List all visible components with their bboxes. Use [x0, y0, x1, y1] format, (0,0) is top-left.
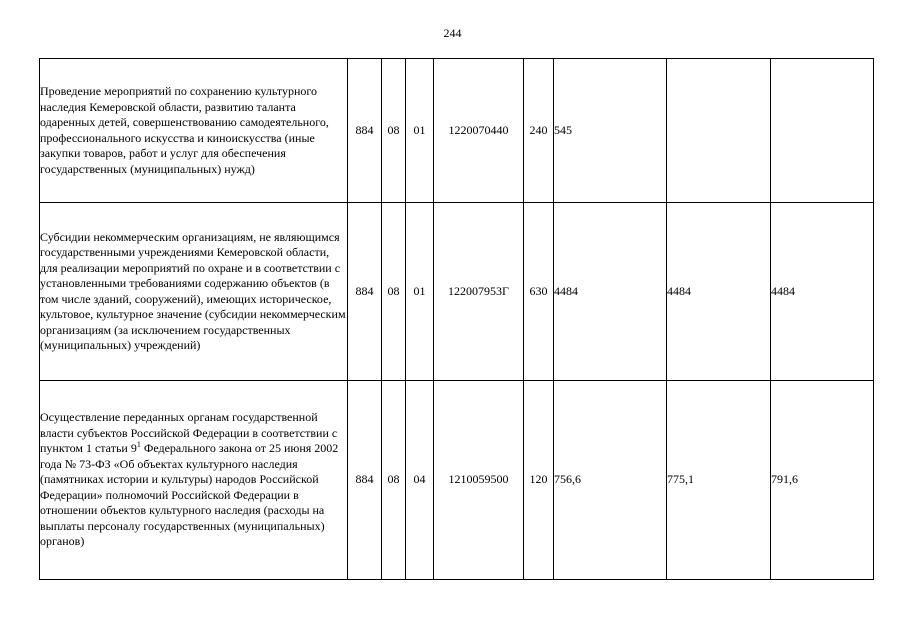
subsection-code: 01: [406, 203, 434, 381]
amount-year-3: 791,6: [771, 381, 874, 580]
row-description: Проведение мероприятий по сохранению культурного наследия Кемеровской области, развитию таланта одаренных детей, совершенствованию самодеятельного, профессионального искусства и киноискусства (иные закупки товаров, работ и услуг для обеспечения государственных (муниципальных) нужд): [40, 59, 348, 203]
section-code: 08: [382, 203, 406, 381]
table-row: [40, 203, 874, 381]
ministry-code: 884: [348, 203, 382, 381]
amount-year-1: 4484: [554, 203, 667, 381]
ministry-code: 884: [348, 59, 382, 203]
table-row: [40, 59, 874, 203]
footnote-superscript: 1: [136, 440, 141, 450]
ministry-code: 884: [348, 381, 382, 580]
row-description-part: Федерального закона от 25 июня 2002 года № 73-ФЗ «Об объектах культурного наследия (памятниках истории и культуры) народов Российской Федерации» полномочий Российской Федерации в отношении объектов культурного наследия (расходы на выплаты персоналу государственных (муниципальных) органов): [40, 441, 339, 549]
table-row: [40, 381, 874, 580]
row-description: [40, 381, 348, 580]
amount-year-1: 545: [554, 59, 667, 203]
amount-year-2: [667, 59, 771, 203]
expense-type-code: 240: [524, 59, 554, 203]
subsection-code: 04: [406, 381, 434, 580]
subsection-code: 01: [406, 59, 434, 203]
row-description: Субсидии некоммерческим организациям, не являющимся государственными учреждениями Кемеровской области, для реализации мероприятий по охране и в соответствии с установленными требованиями содержанию объектов (в том числе зданий, сооружений), имеющих историческое, культовое, культурное значение (субсидии некоммерческим организациям (за исключением государственных (муниципальных) учреждений): [40, 203, 348, 381]
target-article-code: 1210059500: [434, 381, 524, 580]
section-code: 08: [382, 381, 406, 580]
expense-type-code: 630: [524, 203, 554, 381]
amount-year-3: [771, 59, 874, 203]
amount-year-2: 4484: [667, 203, 771, 381]
expense-type-code: 120: [524, 381, 554, 580]
amount-year-1: 756,6: [554, 381, 667, 580]
amount-year-3: 4484: [771, 203, 874, 381]
amount-year-2: 775,1: [667, 381, 771, 580]
section-code: 08: [382, 59, 406, 203]
page-number: 244: [443, 26, 462, 40]
target-article-code: 1220070440: [434, 59, 524, 203]
budget-table: [39, 58, 874, 580]
target-article-code: 122007953Г: [434, 203, 524, 381]
row-description-part: Осуществление переданных органам государственной власти субъектов Российской Федерации в соответствии с пунктом 1 статьи 9: [40, 410, 338, 456]
